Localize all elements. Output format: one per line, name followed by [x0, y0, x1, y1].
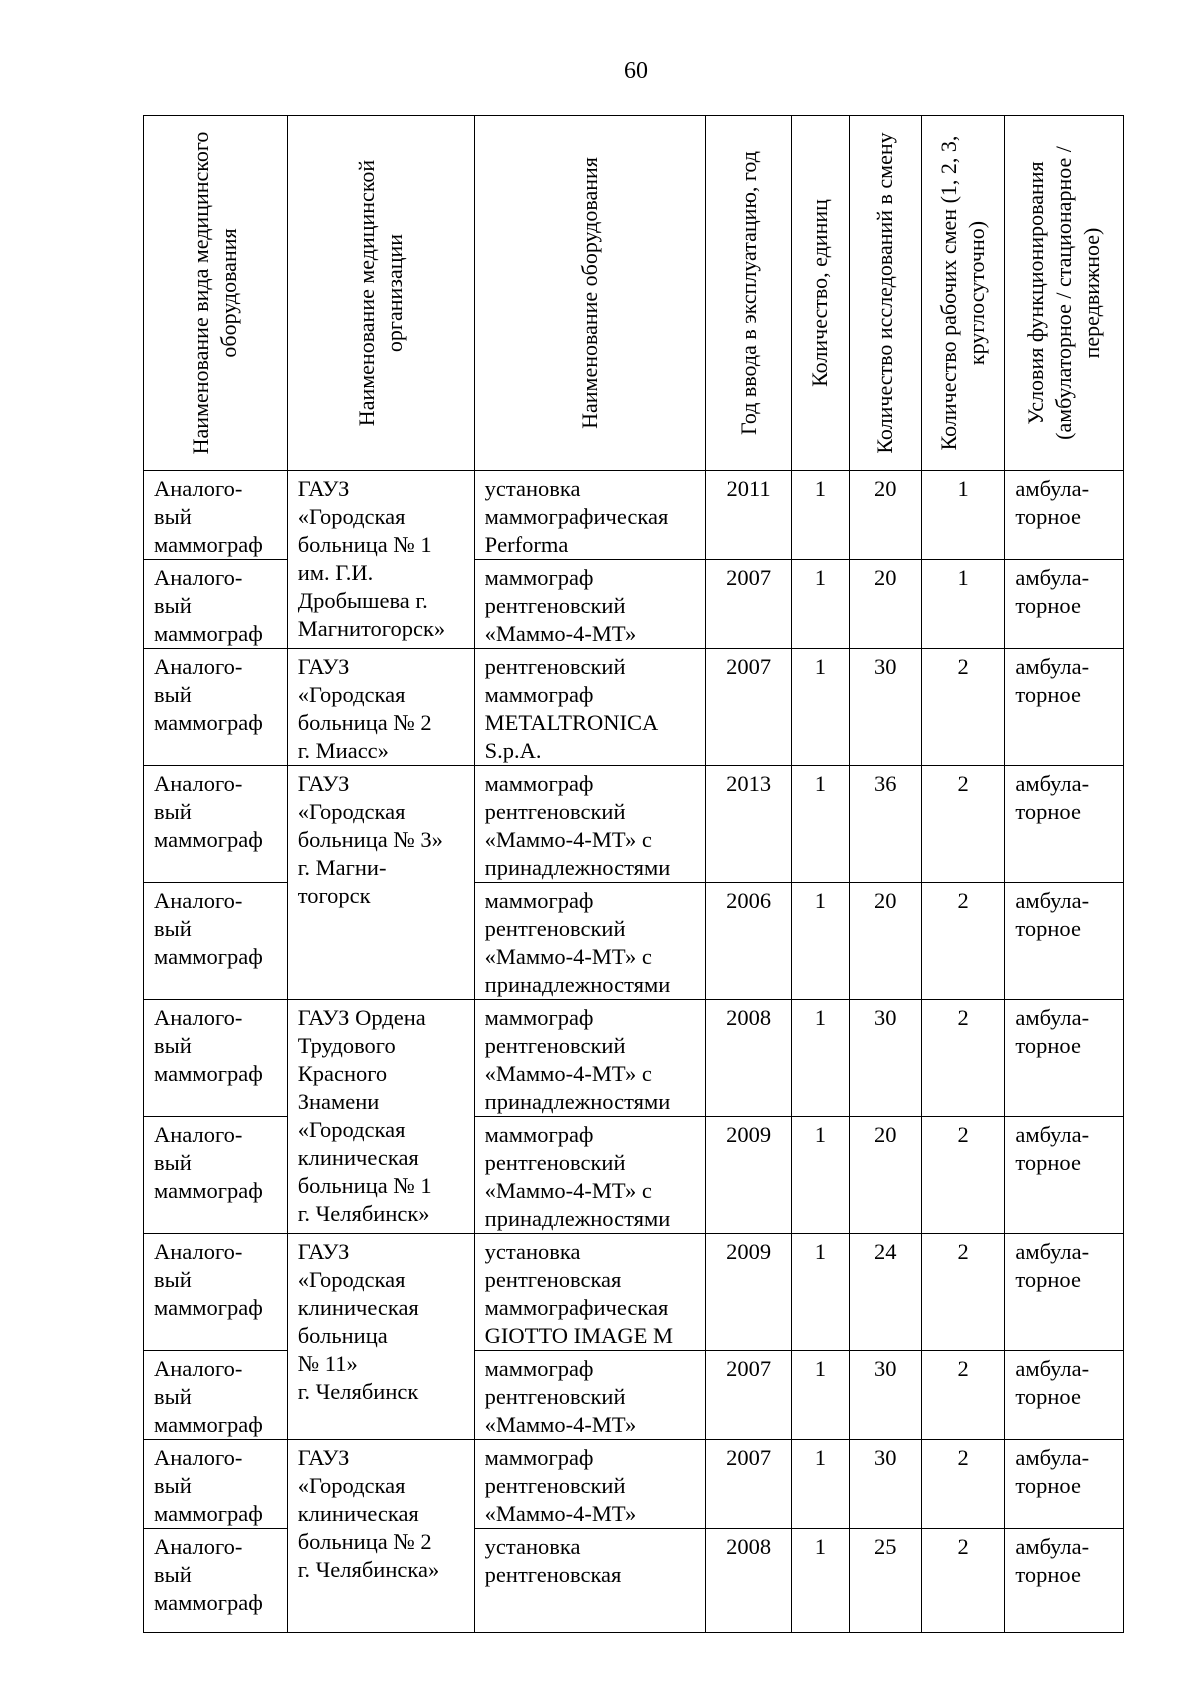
cell-line: торное [1015, 1033, 1081, 1058]
cell-line: торное [1015, 1150, 1081, 1175]
cell-line: больница [297, 1323, 388, 1348]
cell-line: торное [1015, 1562, 1081, 1587]
header-cell: Количество, единиц [792, 116, 849, 471]
cell-line: маммограф [154, 944, 263, 969]
cell-line: принадлежностями [484, 855, 671, 880]
studies-per-shift-cell: 30 [849, 649, 921, 766]
units-cell: 1 [792, 883, 849, 1000]
conditions-cell [1005, 1000, 1124, 1117]
cell-line: ГАУЗ [297, 654, 350, 679]
header-cell: Количество рабочих смен (1, 2, 3, круглосуточно) [921, 116, 1004, 471]
shifts-cell: 2 [921, 1351, 1004, 1440]
cell-line: вый [154, 1473, 192, 1498]
table-row [144, 649, 1124, 766]
cell-line: амбула- [1015, 476, 1090, 501]
organization-cell [287, 1440, 474, 1633]
units-cell: 1 [792, 649, 849, 766]
shifts-cell: 2 [921, 883, 1004, 1000]
equipment-type-cell [144, 766, 288, 883]
year-cell: 2013 [705, 766, 791, 883]
cell-line: торное [1015, 682, 1081, 707]
cell-line: Performa [484, 532, 569, 557]
cell-line: торное [1015, 1267, 1081, 1292]
shifts-cell: 1 [921, 471, 1004, 560]
conditions-cell [1005, 649, 1124, 766]
studies-per-shift-cell: 20 [849, 560, 921, 649]
cell-line: им. Г.И. [297, 560, 374, 585]
cell-line: Аналого- [154, 1445, 243, 1470]
conditions-cell [1005, 1117, 1124, 1234]
cell-line: ГАУЗ Ордена [297, 1005, 426, 1030]
cell-line: г. Челябинск» [297, 1201, 430, 1226]
cell-line: установка [484, 476, 581, 501]
units-cell: 1 [792, 560, 849, 649]
header-cell: Условия функционирования (амбулаторное / стационарное / передвижное) [1005, 116, 1124, 471]
cell-line: вый [154, 593, 192, 618]
cell-line: «Маммо-4-МТ» с [484, 944, 652, 969]
studies-per-shift-cell: 25 [849, 1529, 921, 1633]
cell-line: вый [154, 916, 192, 941]
equipment-name-cell [474, 560, 705, 649]
cell-line: принадлежностями [484, 1206, 671, 1231]
cell-line: маммограф [484, 1122, 594, 1147]
year-cell: 2009 [705, 1234, 791, 1351]
conditions-cell [1005, 1234, 1124, 1351]
cell-line: маммографическая [484, 504, 669, 529]
studies-per-shift-cell: 20 [849, 471, 921, 560]
conditions-cell [1005, 560, 1124, 649]
year-cell: 2007 [705, 1351, 791, 1440]
equipment-name-cell [474, 1440, 705, 1529]
organization-cell [287, 766, 474, 1000]
studies-per-shift-cell: 24 [849, 1234, 921, 1351]
cell-line: г. Челябинск [297, 1379, 419, 1404]
units-cell: 1 [792, 471, 849, 560]
table-header-row [144, 116, 1124, 471]
header-cell: Наименование оборудования [474, 116, 705, 471]
cell-line: амбула- [1015, 1005, 1090, 1030]
cell-line: Знамени [297, 1089, 380, 1114]
cell-line: вый [154, 1384, 192, 1409]
cell-line: «Городская [297, 682, 406, 707]
cell-line: Аналого- [154, 1534, 243, 1559]
equipment-table [143, 115, 1124, 1633]
units-cell: 1 [792, 1351, 849, 1440]
cell-line: «Городская [297, 799, 406, 824]
cell-line: амбула- [1015, 565, 1090, 590]
cell-line: больница № 2 [297, 710, 432, 735]
cell-line: «Маммо-4-МТ» [484, 1501, 637, 1526]
cell-line: Аналого- [154, 565, 243, 590]
units-cell: 1 [792, 1529, 849, 1633]
table-row [144, 1000, 1124, 1117]
organization-cell [287, 1234, 474, 1440]
cell-line: торное [1015, 799, 1081, 824]
equipment-name-cell [474, 1351, 705, 1440]
units-cell: 1 [792, 1234, 849, 1351]
cell-line: Аналого- [154, 1239, 243, 1264]
shifts-cell: 2 [921, 1000, 1004, 1117]
year-cell: 2006 [705, 883, 791, 1000]
cell-line: вый [154, 1033, 192, 1058]
cell-line: «Маммо-4-МТ» с [484, 827, 652, 852]
year-cell: 2007 [705, 649, 791, 766]
cell-line: Аналого- [154, 1005, 243, 1030]
cell-line: клиническая [297, 1295, 419, 1320]
cell-line: тогорск [297, 883, 371, 908]
page-number: 60 [624, 58, 648, 84]
header-cell: Год ввода в эксплуатацию, год [705, 116, 791, 471]
shifts-cell: 1 [921, 560, 1004, 649]
equipment-type-cell [144, 649, 288, 766]
year-cell: 2008 [705, 1000, 791, 1117]
cell-line: клиническая [297, 1145, 419, 1170]
cell-line: маммограф [484, 1445, 594, 1470]
cell-line: маммограф [154, 1590, 263, 1615]
equipment-type-cell [144, 1351, 288, 1440]
cell-line: ГАУЗ [297, 1239, 350, 1264]
studies-per-shift-cell: 30 [849, 1000, 921, 1117]
cell-line: вый [154, 504, 192, 529]
cell-line: больница № 1 [297, 532, 432, 557]
cell-line: маммограф [484, 565, 594, 590]
header-cell: Наименование вида медицинского оборудования [144, 116, 288, 471]
equipment-name-cell [474, 471, 705, 560]
cell-line: Аналого- [154, 888, 243, 913]
conditions-cell [1005, 883, 1124, 1000]
cell-line: больница № 3» [297, 827, 443, 852]
studies-per-shift-cell: 30 [849, 1440, 921, 1529]
cell-line: амбула- [1015, 1534, 1090, 1559]
cell-line: «Маммо-4-МТ» с [484, 1178, 652, 1203]
cell-line: рентгеновский [484, 916, 626, 941]
cell-line: «Городская [297, 1267, 406, 1292]
cell-line: Аналого- [154, 1122, 243, 1147]
cell-line: маммограф [154, 710, 263, 735]
conditions-cell [1005, 471, 1124, 560]
cell-line: г. Миасс» [297, 738, 389, 763]
cell-line: принадлежностями [484, 972, 671, 997]
cell-line: маммограф [154, 1295, 263, 1320]
year-cell: 2008 [705, 1529, 791, 1633]
cell-line: маммограф [154, 621, 263, 646]
equipment-name-cell [474, 649, 705, 766]
shifts-cell: 2 [921, 1234, 1004, 1351]
cell-line: вый [154, 1267, 192, 1292]
cell-line: г. Магни- [297, 855, 387, 880]
cell-line: амбула- [1015, 1122, 1090, 1147]
cell-line: рентгеновский [484, 1033, 626, 1058]
equipment-name-cell [474, 1234, 705, 1351]
cell-line: торное [1015, 1473, 1081, 1498]
cell-line: маммограф [484, 1005, 594, 1030]
studies-per-shift-cell: 30 [849, 1351, 921, 1440]
cell-line: маммограф [154, 1501, 263, 1526]
cell-line: Аналого- [154, 771, 243, 796]
cell-line: маммографическая [484, 1295, 669, 1320]
equipment-name-cell [474, 1117, 705, 1234]
cell-line: рентгеновский [484, 1384, 626, 1409]
table-row [144, 1440, 1124, 1529]
cell-line: Красного [297, 1061, 388, 1086]
cell-line: принадлежностями [484, 1089, 671, 1114]
cell-line: установка [484, 1534, 581, 1559]
cell-line: амбула- [1015, 654, 1090, 679]
cell-line: рентгеновская [484, 1562, 622, 1587]
cell-line: рентгеновский [484, 1150, 626, 1175]
equipment-type-cell [144, 1234, 288, 1351]
cell-line: вый [154, 682, 192, 707]
cell-line: клиническая [297, 1501, 419, 1526]
organization-cell [287, 471, 474, 649]
year-cell: 2007 [705, 560, 791, 649]
year-cell: 2011 [705, 471, 791, 560]
cell-line: маммограф [154, 1412, 263, 1437]
equipment-name-cell [474, 766, 705, 883]
cell-line: ГАУЗ [297, 1445, 350, 1470]
cell-line: Дробышева г. [297, 588, 428, 613]
table-row [144, 1234, 1124, 1351]
cell-line: рентгеновский [484, 593, 626, 618]
shifts-cell: 2 [921, 1440, 1004, 1529]
year-cell: 2009 [705, 1117, 791, 1234]
cell-line: амбула- [1015, 1239, 1090, 1264]
cell-line: ГАУЗ [297, 771, 350, 796]
shifts-cell: 2 [921, 766, 1004, 883]
cell-line: № 11» [297, 1351, 358, 1376]
units-cell: 1 [792, 1440, 849, 1529]
cell-line: METALTRONICA [484, 710, 659, 735]
equipment-type-cell [144, 471, 288, 560]
cell-line: Аналого- [154, 1356, 243, 1381]
year-cell: 2007 [705, 1440, 791, 1529]
cell-line: рентгеновская [484, 1267, 622, 1292]
cell-line: рентгеновский [484, 654, 626, 679]
units-cell: 1 [792, 1000, 849, 1117]
conditions-cell [1005, 766, 1124, 883]
shifts-cell: 2 [921, 1529, 1004, 1633]
cell-line: Трудового [297, 1033, 396, 1058]
cell-line: маммограф [154, 532, 263, 557]
organization-cell [287, 1000, 474, 1234]
cell-line: вый [154, 799, 192, 824]
units-cell: 1 [792, 766, 849, 883]
shifts-cell: 2 [921, 1117, 1004, 1234]
studies-per-shift-cell: 20 [849, 1117, 921, 1234]
cell-line: маммограф [484, 682, 594, 707]
cell-line: маммограф [484, 1356, 594, 1381]
cell-line: GIOTTO IMAGE M [484, 1323, 673, 1348]
cell-line: Аналого- [154, 476, 243, 501]
cell-line: «Маммо-4-МТ» с [484, 1061, 652, 1086]
header-cell: Количество исследований в смену [849, 116, 921, 471]
equipment-type-cell [144, 1117, 288, 1234]
equipment-type-cell [144, 1000, 288, 1117]
cell-line: амбула- [1015, 1445, 1090, 1470]
cell-line: торное [1015, 593, 1081, 618]
cell-line: «Городская [297, 1117, 406, 1142]
shifts-cell: 2 [921, 649, 1004, 766]
cell-line: больница № 2 [297, 1529, 432, 1554]
organization-cell [287, 649, 474, 766]
equipment-name-cell [474, 883, 705, 1000]
equipment-name-cell [474, 1529, 705, 1633]
cell-line: рентгеновский [484, 1473, 626, 1498]
cell-line: г. Челябинска» [297, 1557, 440, 1582]
cell-line: «Маммо-4-МТ» [484, 621, 637, 646]
cell-line: амбула- [1015, 1356, 1090, 1381]
equipment-type-cell [144, 1529, 288, 1633]
cell-line: торное [1015, 1384, 1081, 1409]
cell-line: маммограф [154, 1178, 263, 1203]
studies-per-shift-cell: 20 [849, 883, 921, 1000]
equipment-type-cell [144, 560, 288, 649]
cell-line: маммограф [484, 771, 594, 796]
cell-line: установка [484, 1239, 581, 1264]
header-cell: Наименование медицинской организации [287, 116, 474, 471]
cell-line: вый [154, 1150, 192, 1175]
table-row [144, 471, 1124, 560]
cell-line: больница № 1 [297, 1173, 432, 1198]
table-row [144, 766, 1124, 883]
cell-line: ГАУЗ [297, 476, 350, 501]
cell-line: рентгеновский [484, 799, 626, 824]
cell-line: вый [154, 1562, 192, 1587]
cell-line: «Городская [297, 504, 406, 529]
equipment-type-cell [144, 883, 288, 1000]
cell-line: торное [1015, 504, 1081, 529]
conditions-cell [1005, 1440, 1124, 1529]
cell-line: Магнитогорск» [297, 616, 446, 641]
conditions-cell [1005, 1529, 1124, 1633]
cell-line: маммограф [154, 827, 263, 852]
cell-line: торное [1015, 916, 1081, 941]
cell-line: Аналого- [154, 654, 243, 679]
cell-line: «Маммо-4-МТ» [484, 1412, 637, 1437]
studies-per-shift-cell: 36 [849, 766, 921, 883]
cell-line: S.p.A. [484, 738, 542, 763]
cell-line: «Городская [297, 1473, 406, 1498]
units-cell: 1 [792, 1117, 849, 1234]
cell-line: амбула- [1015, 888, 1090, 913]
equipment-type-cell [144, 1440, 288, 1529]
equipment-name-cell [474, 1000, 705, 1117]
cell-line: маммограф [484, 888, 594, 913]
conditions-cell [1005, 1351, 1124, 1440]
cell-line: маммограф [154, 1061, 263, 1086]
cell-line: амбула- [1015, 771, 1090, 796]
